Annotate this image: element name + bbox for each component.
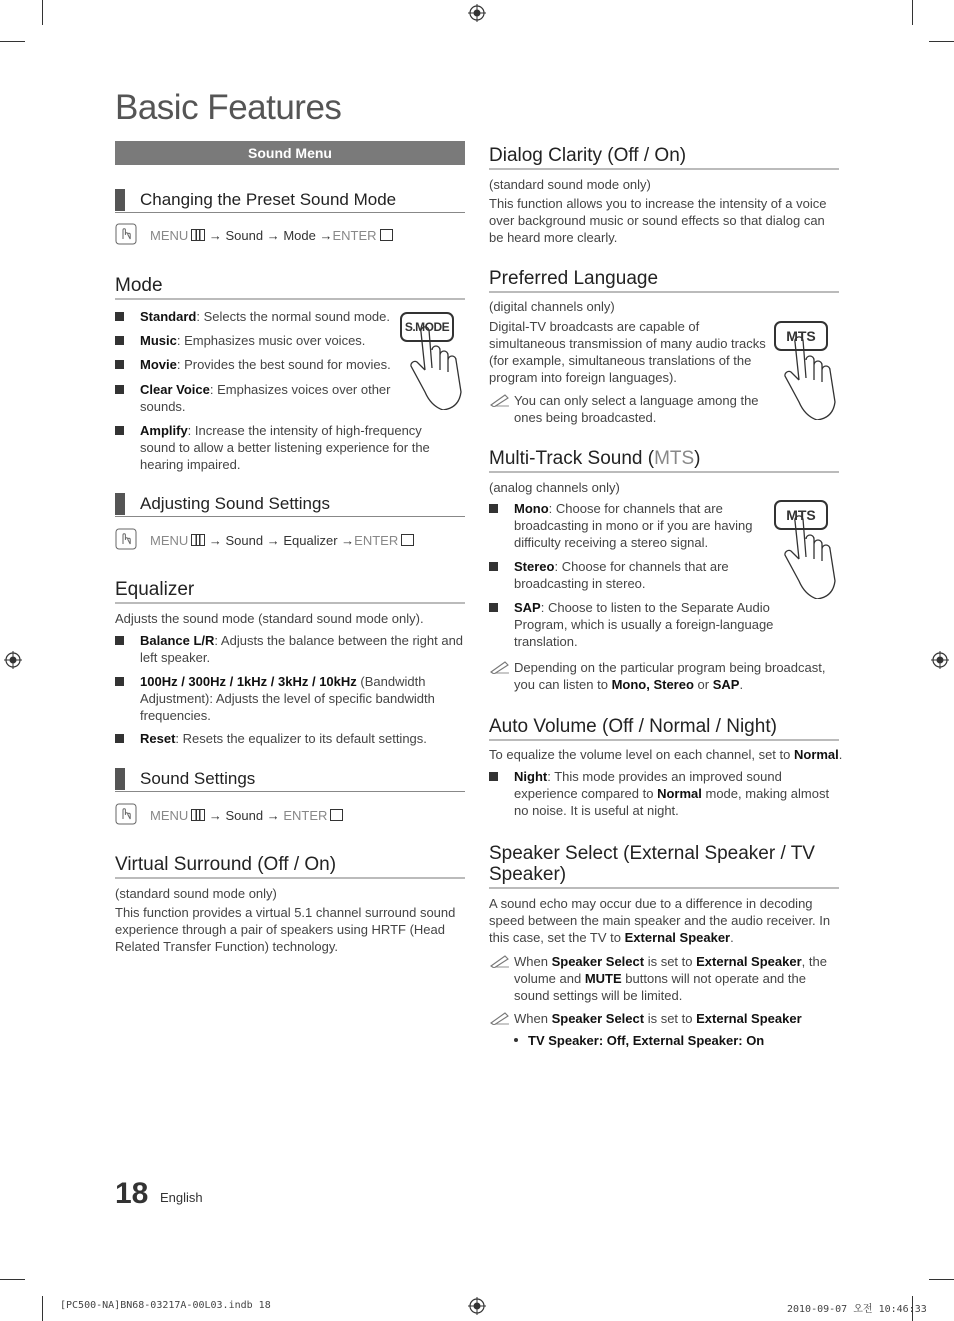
heading-marker [115, 493, 125, 515]
section-heading-multi-track: Multi-Track Sound (MTS) [489, 448, 839, 473]
menu-path: MENU → Sound → Equalizer →ENTER [115, 532, 465, 552]
list-item: Music: Emphasizes music over voices. [115, 332, 395, 349]
list-item: Standard: Selects the normal sound mode. [115, 308, 395, 325]
subsection-heading [115, 768, 465, 792]
mts-button: MTS [774, 500, 828, 530]
mts-remote-illustration [773, 499, 841, 599]
list-item: Night: This mode provides an improved sound experience compared to Normal mode, making almost no noise. It is useful at night. [489, 768, 839, 819]
mode-label: Mode [283, 228, 316, 243]
heading-text: Changing the Preset Sound Mode [140, 190, 397, 209]
menu-label: MENU [150, 808, 189, 823]
dialog-note: (standard sound mode only) [489, 177, 651, 192]
remote-hand-icon [115, 803, 137, 825]
crop-mark [0, 41, 25, 42]
enter-icon [380, 229, 393, 241]
crop-mark [929, 1279, 954, 1280]
page-number: 18 [115, 1177, 149, 1210]
mts-label: MTS [654, 448, 695, 469]
heading-text: Adjusting Sound Settings [140, 494, 330, 513]
preferred-tip: You can only select a language among the ones being broadcasted. [489, 392, 769, 426]
section-heading-auto-volume: Auto Volume (Off / Normal / Night) [489, 716, 839, 741]
sound-label: Sound [225, 228, 264, 243]
subsection-heading [115, 493, 465, 517]
registration-mark-icon [468, 4, 486, 22]
hand-icon [773, 499, 841, 599]
mts-remote-illustration [773, 320, 841, 420]
list-item: Movie: Provides the best sound for movies. [115, 356, 395, 373]
registration-mark-icon [931, 651, 949, 669]
mts-button: MTS [774, 321, 828, 351]
remote-hand-icon [115, 223, 137, 245]
enter-label: ENTER [283, 808, 328, 823]
crop-mark [42, 1296, 43, 1321]
multitrack-note: (analog channels only) [489, 480, 620, 495]
section-heading-mode: Mode [115, 275, 465, 300]
list-item: SAP: Choose to listen to the Separate Audio Program, which is usually a foreign-language translation. [489, 599, 839, 650]
list-item: Amplify: Increase the intensity of high-frequency sound to allow a better listening experience for the hearing impaired. [115, 422, 465, 473]
heading-text: Sound Settings [140, 769, 256, 788]
preferred-note: (digital channels only) [489, 299, 615, 314]
page-language: English [160, 1190, 203, 1205]
remote-hand-icon [115, 528, 137, 550]
section-heading-speaker-select: Speaker Select (External Speaker / TV Speaker) [489, 843, 839, 889]
menu-label: MENU [150, 228, 189, 243]
speaker-tip: When Speaker Select is set to External Speaker, the volume and MUTE buttons will not operate and the sound settings will be limited. [489, 953, 839, 1004]
virtual-note: (standard sound mode only) [115, 886, 277, 901]
page-title: Basic Features [115, 88, 342, 127]
sound-label: Sound [225, 533, 264, 548]
list-item: Balance L/R: Adjusts the balance between the right and left speaker. [115, 632, 465, 666]
smode-button: S.MODE [400, 312, 454, 342]
crop-mark [929, 41, 954, 42]
enter-icon [401, 534, 414, 546]
speaker-bullet: TV Speaker: Off, External Speaker: On [514, 1032, 834, 1049]
menu-path: MENU → Sound → Mode →ENTER [115, 227, 465, 247]
crop-mark [0, 1279, 25, 1280]
enter-icon [330, 809, 343, 821]
equalizer-label: Equalizer [283, 533, 338, 548]
menu-icon [191, 229, 205, 241]
section-heading-virtual-surround: Virtual Surround (Off / On) [115, 854, 465, 879]
subsection-heading [115, 189, 465, 213]
note-pencil-icon [489, 393, 511, 407]
list-item: Stereo: Choose for channels that are broadcasting in stereo. [489, 558, 759, 592]
enter-label: ENTER [332, 228, 377, 243]
print-timestamp: 2010-09-07 오전 10:46:33 [787, 1304, 927, 1315]
multitrack-tip: Depending on the particular program being broadcast, you can listen to Mono, Stereo or SAP. [489, 659, 839, 693]
menu-icon [191, 534, 205, 546]
section-heading-equalizer: Equalizer [115, 579, 465, 604]
registration-mark-icon [468, 1297, 486, 1315]
section-heading-dialog-clarity: Dialog Clarity (Off / On) [489, 145, 839, 170]
autovolume-intro: To equalize the volume level on each channel, set to Normal. [489, 747, 843, 762]
list-item: Mono: Choose for channels that are broadcasting in mono or if you are having difficulty receiving a stereo signal. [489, 500, 759, 551]
print-file-info: [PC500-NA]BN68-03217A-00L03.indb 18 [60, 1300, 271, 1311]
menu-path: MENU → Sound → ENTER [115, 807, 465, 827]
preferred-body: Digital-TV broadcasts are capable of simultaneous transmission of many audio tracks (for example, simultaneous translations of the program into foreign languages). [489, 319, 766, 385]
heading-marker [115, 189, 125, 211]
section-banner: Sound Menu [115, 141, 465, 165]
section-heading-preferred-language: Preferred Language [489, 268, 839, 293]
heading-marker [115, 768, 125, 790]
note-pencil-icon [489, 954, 511, 968]
bullet-dot [514, 1038, 518, 1042]
registration-mark-icon [4, 651, 22, 669]
menu-icon [191, 809, 205, 821]
hand-icon [399, 310, 467, 410]
enter-label: ENTER [354, 533, 399, 548]
equalizer-intro: Adjusts the sound mode (standard sound mode only). [115, 611, 424, 626]
note-pencil-icon [489, 1011, 511, 1025]
speaker-tip: When Speaker Select is set to External Speaker [489, 1010, 839, 1027]
smode-remote-illustration [399, 310, 467, 410]
dialog-body: This function allows you to increase the intensity of a voice over background music or sound effects so that dialog can be heard more clearly. [489, 196, 827, 245]
list-item: Reset: Resets the equalizer to its default settings. [115, 730, 465, 747]
list-item: Clear Voice: Emphasizes voices over other sounds. [115, 381, 395, 415]
note-pencil-icon [489, 660, 511, 674]
hand-icon [773, 320, 841, 420]
sound-label: Sound [225, 808, 264, 823]
speaker-body: A sound echo may occur due to a difference in decoding speed between the main speaker and the audio receiver. In this case, set the TV to External Speaker. [489, 896, 831, 945]
virtual-body: This function provides a virtual 5.1 channel surround sound experience through a pair of speakers using HRTF (Head Related Transfer Function) technology. [115, 905, 456, 954]
list-item: 100Hz / 300Hz / 1kHz / 3kHz / 10kHz (Bandwidth Adjustment): Adjusts the level of specific bandwidth frequencies. [115, 673, 465, 724]
menu-label: MENU [150, 533, 189, 548]
crop-mark [912, 0, 913, 25]
crop-mark [42, 0, 43, 25]
